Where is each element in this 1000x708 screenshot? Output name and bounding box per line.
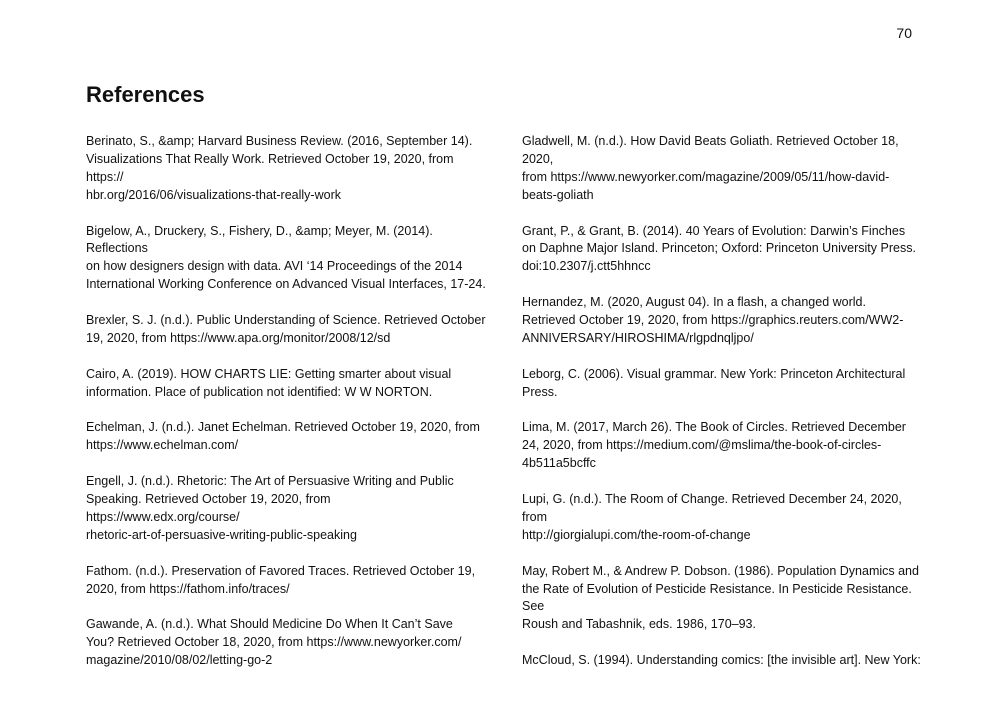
reference-entry: Lupi, G. (n.d.). The Room of Change. Retrieved December 24, 2020, from http://giorgialupi.com/the-room-of-change: [522, 492, 902, 542]
reference-entry: Bigelow, A., Druckery, S., Fishery, D., &amp; Meyer, M. (2014). Reflections on how designers design with data. AVI ‘14 Proceedings of the 2014 International Working Conference on Advanced Visual Interfaces, 17-24.: [86, 223, 486, 292]
reference-entry: May, Robert M., & Andrew P. Dobson. (1986). Population Dynamics and the Rate of Evolution of Pesticide Resistance. In Pesticide Resistance. See Roush and Tabashnik, eds. 1986, 170–93.: [522, 563, 919, 632]
reference-entry: Grant, P., & Grant, B. (2014). 40 Years of Evolution: Darwin’s Finches on Daphne Major Island. Princeton; Oxford: Princeton University Press. doi:10.2307/j.ctt5hhncc: [522, 223, 916, 274]
page-number: 70: [896, 25, 912, 41]
references-left-column: [86, 133, 486, 688]
reference-entry: Hernandez, M. (2020, August 04). In a flash, a changed world. Retrieved October 19, 2020, from https://graphics.reuters.com/WW2- ANNIVERSARY/HIROSHIMA/rlgpdnqljpo/: [522, 295, 904, 345]
reference-entry: Brexler, S. J. (n.d.). Public Understanding of Science. Retrieved October 19, 2020, from https://www.apa.org/monitor/2008/12/sd: [86, 313, 486, 345]
reference-entry: Fathom. (n.d.). Preservation of Favored Traces. Retrieved October 19, 2020, from https://fathom.info/traces/: [86, 563, 476, 596]
reference-entry: Leborg, C. (2006). Visual grammar. New York: Princeton Architectural Press.: [522, 366, 906, 399]
reference-entry: Berinato, S., &amp; Harvard Business Review. (2016, September 14). Visualizations That Really Work. Retrieved October 19, 2020, from https:// hbr.org/2016/06/visualizations-that-really-work: [86, 134, 473, 202]
references-right-column: [522, 133, 922, 688]
reference-entry: Engell, J. (n.d.). Rhetoric: The Art of Persuasive Writing and Public Speaking. Retrieved October 19, 2020, from https://www.edx.org/course/ rhetoric-art-of-persuasive-writing-public-speaking: [86, 474, 454, 542]
reference-entry: McCloud, S. (1994). Understanding comics: [the invisible art]. New York:: [522, 653, 921, 668]
reference-entry: Cairo, A. (2019). HOW CHARTS LIE: Getting smarter about visual information. Place of publication not identified: W W NORTON.: [86, 366, 452, 399]
reference-entry: Gawande, A. (n.d.). What Should Medicine Do When It Can’t Save You? Retrieved October 18, 2020, from https://www.newyorker.com/ magazine/2010/08/02/letting-go-2: [86, 617, 462, 668]
reference-entry: Gladwell, M. (n.d.). How David Beats Goliath. Retrieved October 18, 2020, from https://www.newyorker.com/magazine/2009/05/11/how-david- beats-goliath: [522, 134, 899, 202]
page-title: References: [86, 82, 205, 107]
reference-entry: Lima, M. (2017, March 26). The Book of Circles. Retrieved December 24, 2020, from https://medium.com/@mslima/the-book-of-circles- 4b511a5bcffc: [522, 420, 906, 471]
reference-entry: Echelman, J. (n.d.). Janet Echelman. Retrieved October 19, 2020, from https://www.echelman.com/: [86, 420, 480, 453]
